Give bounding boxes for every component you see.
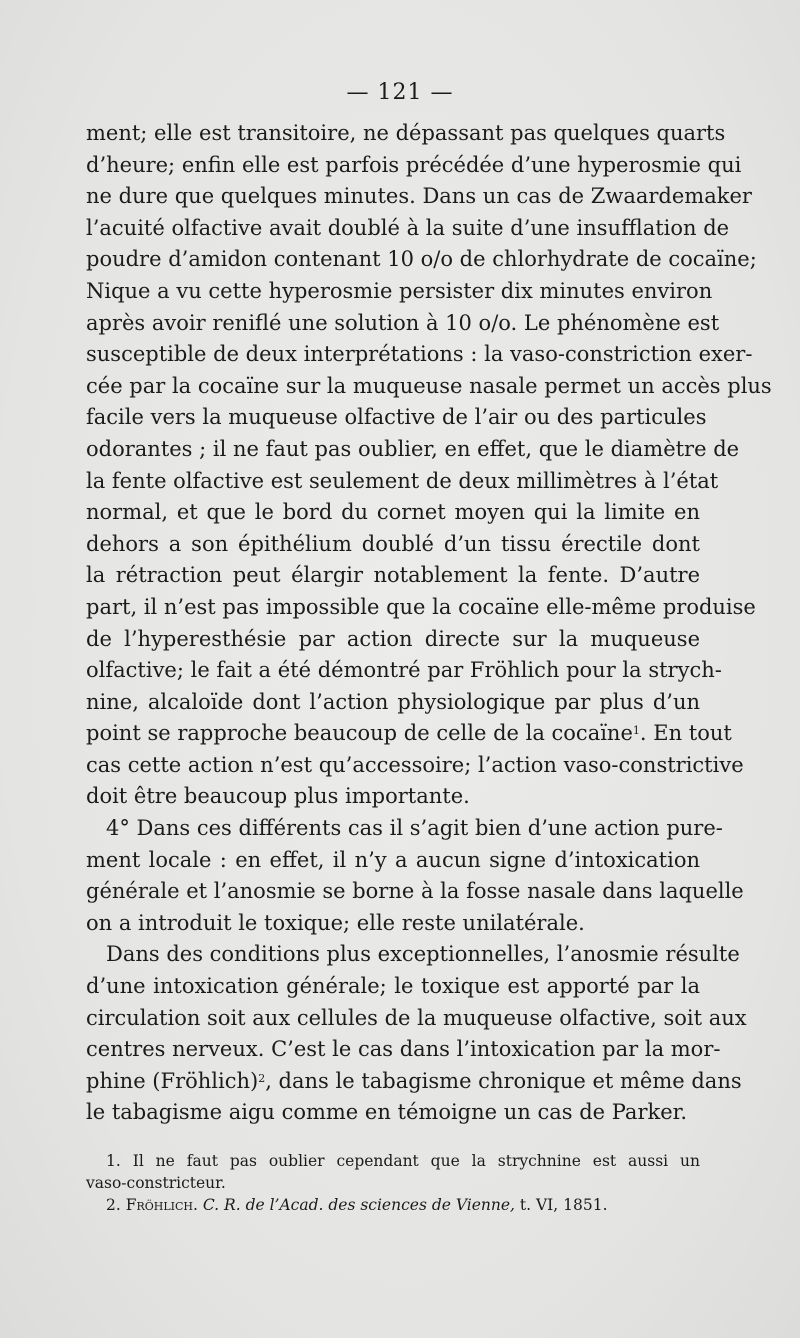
footnote-1-continuation: vaso-constricteur. — [86, 1174, 226, 1192]
text-line: poudre d’amidon contenant 10 o/o de chlorhydrate de cocaïne; — [86, 247, 757, 272]
text-line: part, il n’est pas impossible que la cocaïne elle-même produise — [86, 594, 756, 619]
text-segment: point se rapproche beaucoup de celle de la cocaïne — [86, 721, 633, 746]
text-line: susceptible de deux interprétations : la vaso-constriction exer- — [86, 342, 753, 367]
text-line: ment; elle est transitoire, ne dépassant pas quelques quarts — [86, 121, 726, 145]
footnote-volume: t. VI, 1851. — [514, 1196, 608, 1214]
footnote-number: 2. — [106, 1196, 126, 1214]
text-segment: . En tout — [639, 721, 732, 746]
page-number: — 121 — — [346, 80, 454, 105]
text-line: la rétraction peut élargir notablement la fente. D’autre — [86, 563, 700, 588]
text-segment: , dans le tabagisme chronique et même dans — [265, 1068, 742, 1093]
text-line: de l’hyperesthésie par action directe sur la muqueuse — [86, 626, 700, 651]
text-line: l’acuité olfactive avait doublé à la suite d’une insufflation de — [86, 215, 730, 240]
text-line: Dans des conditions plus exceptionnelles, l’anosmie résulte — [106, 942, 740, 967]
text-line: la fente olfactive est seulement de deux millimètres à l’état — [86, 468, 719, 493]
footnote-reference: C. R. de l’Acad. des sciences de Vienne, — [197, 1196, 515, 1214]
footnote-author: Fröhlich. — [125, 1196, 198, 1214]
text-line: nine, alcaloïde dont l’action physiologique par plus d’un — [86, 689, 700, 714]
text-line: après avoir reniflé une solution à 10 o/o. Le phénomène est — [86, 310, 720, 335]
text-line-with-footnote — [86, 1066, 742, 1098]
footnote-1: 1. Il ne faut pas oublier cependant que la strychnine est aussi un — [106, 1152, 700, 1170]
text-line: 4° Dans ces différents cas il s’agit bien d’une action pure- — [106, 816, 723, 841]
text-line: d’une intoxication générale; le toxique est apporté par la — [86, 974, 700, 999]
text-line-with-footnote — [86, 718, 732, 750]
text-line: cas cette action n’est qu’accessoire; l’action vaso-constrictive — [86, 752, 744, 777]
text-line: doit être beaucoup plus importante. — [86, 784, 470, 809]
text-line: circulation soit aux cellules de la muqueuse olfactive, soit aux — [86, 1005, 747, 1030]
text-segment: phine (Fröhlich) — [86, 1068, 259, 1093]
text-line: d’heure; enfin elle est parfois précédée d’une hyperosmie qui — [86, 152, 742, 177]
footnotes — [86, 1150, 700, 1216]
text-line: odorantes ; il ne faut pas oublier, en effet, que le diamètre de — [86, 436, 740, 461]
text-line: centres nerveux. C’est le cas dans l’intoxication par la mor- — [86, 1037, 721, 1062]
footnote-2 — [86, 1194, 700, 1216]
text-line: le tabagisme aigu comme en témoigne un cas de Parker. — [86, 1100, 688, 1125]
footnote-marker: 2 — [258, 1071, 266, 1085]
text-line: dehors a son épithélium doublé d’un tissu érectile dont — [86, 531, 700, 556]
text-line: cée par la cocaïne sur la muqueuse nasale permet un accès plus — [86, 373, 772, 398]
text-line: Nique a vu cette hyperosmie persister dix minutes environ — [86, 278, 713, 303]
footnote-marker: 1 — [632, 724, 640, 738]
text-line: générale et l’anosmie se borne à la fosse nasale dans laquelle — [86, 879, 744, 904]
text-line: on a introduit le toxique; elle reste unilatérale. — [86, 910, 585, 935]
text-line: normal, et que le bord du cornet moyen qui la limite en — [86, 500, 700, 525]
text-line: facile vers la muqueuse olfactive de l’air ou des particules — [86, 405, 707, 430]
text-line: olfactive; le fait a été démontré par Fröhlich pour la strych- — [86, 658, 722, 683]
text-line: ment locale : en effet, il n’y a aucun signe d’intoxication — [86, 847, 700, 872]
text-line: ne dure que quelques minutes. Dans un cas de Zwaardemaker — [86, 184, 752, 209]
body-text — [86, 118, 772, 1129]
